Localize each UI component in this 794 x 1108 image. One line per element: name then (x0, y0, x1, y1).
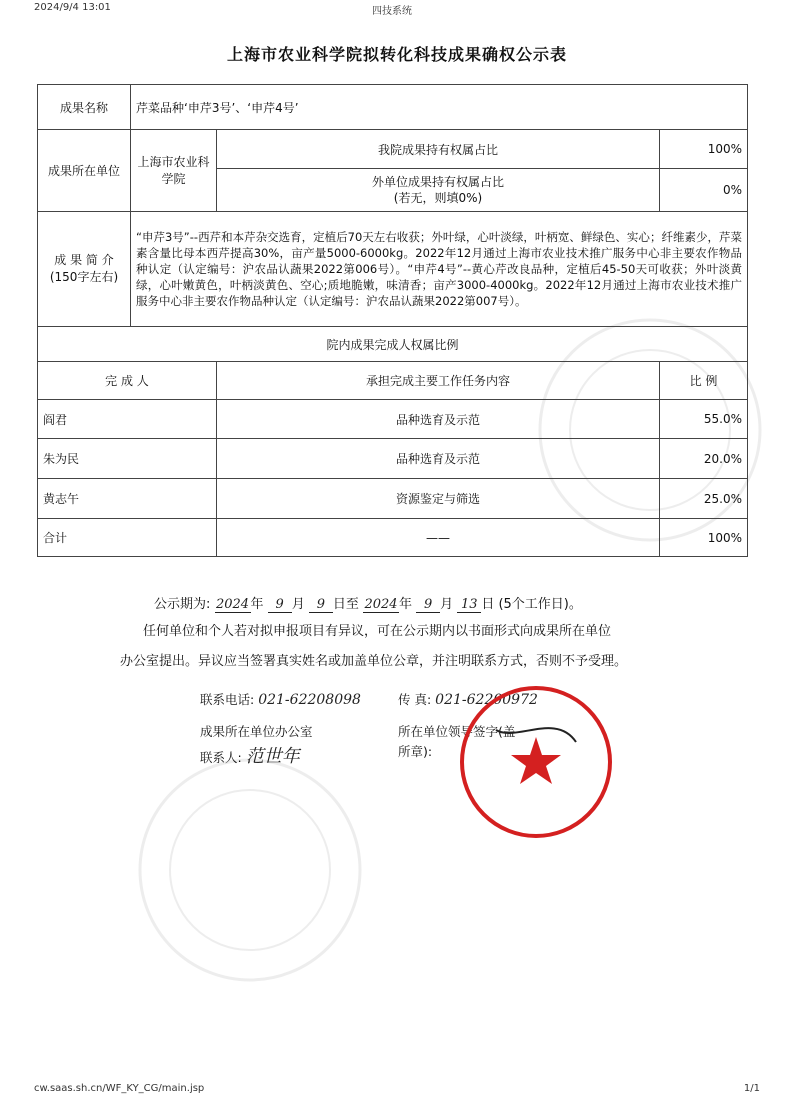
phone-label: 联系电话: (200, 692, 255, 707)
row-task: 资源鉴定与筛选 (217, 479, 660, 519)
ext-share-label (217, 169, 660, 212)
table-row (38, 439, 748, 479)
phone-row (200, 690, 361, 708)
ext-share-note: (若无，则填0%) (393, 191, 483, 205)
own-share-label: 我院成果持有权属占比 (217, 130, 660, 169)
ext-share-label-text: 外单位成果持有权属占比 (371, 175, 504, 189)
period-prefix: 公示期为: (154, 597, 211, 612)
page-title: 上海市农业科学院拟转化科技成果确权公示表 (226, 45, 567, 64)
start-year: 2024 (215, 597, 250, 612)
unit-day: 日 (481, 597, 495, 612)
summary-label (38, 212, 131, 327)
notice-period (154, 593, 754, 613)
summary-label-text: 成 果 简 介 (54, 253, 114, 267)
row-ratio: 25.0% (660, 479, 748, 519)
total-task: —— (217, 519, 660, 557)
end-day: 13 (457, 597, 481, 613)
row-person: 朱为民 (38, 439, 217, 479)
print-datetime: 2024/9/4 13:01 (34, 2, 111, 13)
footer-page: 1/1 (743, 1083, 760, 1094)
office-label: 成果所在单位办公室 (200, 724, 313, 739)
col-ratio: 比 例 (660, 362, 748, 400)
unit-year: 年 (250, 597, 264, 612)
system-name: 四技系统 (372, 6, 412, 17)
unit-month: 月 (440, 597, 454, 612)
table-row (38, 479, 748, 519)
unit-value: 上海市农业科学院 (131, 130, 217, 212)
phone-value: 021-62208098 (258, 692, 361, 708)
row-task: 品种选育及示范 (217, 439, 660, 479)
section-title: 院内成果完成人权属比例 (38, 327, 748, 362)
start-day: 9 (309, 597, 333, 613)
unit-label: 成果所在单位 (38, 130, 131, 212)
period-suffix: (5个工作日)。 (498, 597, 582, 612)
summary-label-note: (150字左右) (49, 270, 119, 284)
leader-label: 所在单位领导签字(盖 (398, 724, 516, 739)
row-person: 阎君 (38, 400, 217, 439)
fax-label: 传 真: (398, 692, 432, 707)
person-signature: 范世年 (245, 746, 300, 767)
row-ratio: 20.0% (660, 439, 748, 479)
name-label: 成果名称 (38, 85, 131, 130)
table-row (38, 400, 748, 439)
total-label: 合计 (38, 519, 217, 557)
row-person: 黄志午 (38, 479, 217, 519)
unit-day-to: 日至 (332, 597, 359, 612)
row-ratio: 55.0% (660, 400, 748, 439)
official-stamp (456, 682, 616, 842)
person-label: 联系人: (200, 750, 242, 765)
name-value: 芹菜品种‘申芹3号’、‘申芹4号’ (131, 85, 748, 130)
leader-label2: 所章): (398, 744, 433, 759)
fax-value: 021-62200972 (435, 692, 538, 708)
own-share-value: 100% (660, 130, 748, 169)
notice-line2: 任何单位和个人若对拟申报项目有异议，可在公示期内以书面形式向成果所在单位 (143, 624, 612, 639)
total-row (38, 519, 748, 557)
footer-url: cw.saas.sh.cn/WF_KY_CG/main.jsp (34, 1083, 205, 1094)
col-task: 承担完成主要工作任务内容 (217, 362, 660, 400)
contact-person-row (200, 742, 300, 768)
notice-line3: 办公室提出。异议应当签署真实姓名或加盖单位公章，并注明联系方式，否则不予受理。 (120, 654, 628, 669)
watermark-emblem (120, 740, 380, 1000)
end-month: 9 (416, 597, 440, 613)
ext-share-value: 0% (660, 169, 748, 212)
end-year: 2024 (364, 597, 398, 612)
col-person: 完 成 人 (38, 362, 217, 400)
row-task: 品种选育及示范 (217, 400, 660, 439)
unit-month: 月 (291, 597, 305, 612)
total-ratio: 100% (660, 519, 748, 557)
disclosure-table (37, 84, 748, 557)
unit-year: 年 (399, 597, 413, 612)
summary-text: “申芹3号”--西芹和本芹杂交选育，定植后70天左右收获；外叶绿，心叶淡绿，叶柄宽、鲜绿色、实心；纤维素少，芹菜素含量比母本西芹提高30%，亩产量5000-6000kg。2022年12月通过上海市农业技术推广服务中心非主要农作物品种认定（认定编号：沪农品认蔬果2022第006号）。“申芹4号”--黄心芹改良品种，定植后45-50天可收获；外叶淡黄绿，心叶嫩黄色，叶柄淡黄色、空心;质地脆嫩，味清香；亩产3000-4000kg。2022年12月通过上海市农业技术推广服务中心非主要农作物品种认定（认定编号：沪农品认蔬果2022第007号）。 (131, 212, 748, 327)
start-month: 9 (268, 597, 292, 613)
